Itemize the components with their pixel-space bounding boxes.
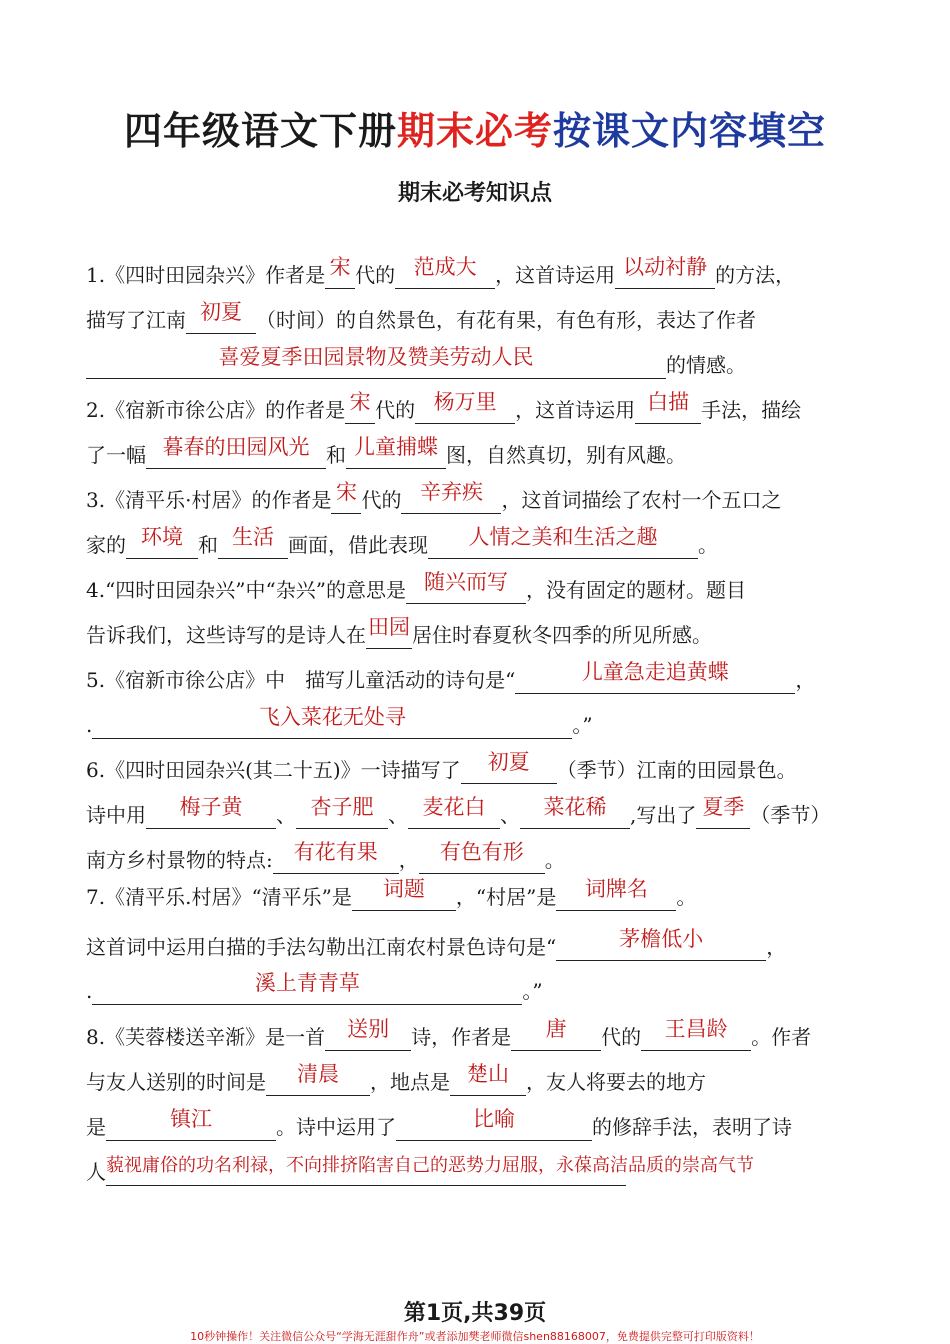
- text: 家的: [86, 533, 126, 557]
- text: 、: [500, 803, 520, 827]
- q1-line3: [86, 345, 746, 382]
- q5-line1: [86, 660, 816, 697]
- q1-line1: [86, 255, 796, 292]
- q6-line1: [86, 750, 797, 787]
- answer: 茅檐低小: [619, 927, 704, 951]
- q8-line3: [86, 1107, 792, 1144]
- text: （季节）: [750, 803, 831, 827]
- text: ,写出了: [630, 803, 697, 827]
- answer-blank: [401, 480, 501, 514]
- text: 图，自然真切，别有风趣。: [446, 443, 686, 467]
- text: 3.《清平乐·村居》的作者是: [86, 488, 332, 512]
- answer-blank: [450, 1062, 526, 1096]
- text: ，没有固定的题材。题目: [525, 578, 746, 602]
- answer-blank: [461, 750, 557, 784]
- answer: 送别: [347, 1017, 390, 1041]
- title-part3: 按课文内容填空: [553, 109, 827, 153]
- answer-blank: [511, 1017, 601, 1051]
- text: 告诉我们，这些诗写的是诗人在: [86, 623, 366, 647]
- text: 代的: [361, 488, 402, 512]
- answer: 生活: [232, 525, 274, 549]
- answer: 菜花稀: [543, 795, 607, 819]
- text: ，这首词描绘了农村一个五口之: [501, 488, 782, 512]
- answer-blank: [218, 525, 288, 559]
- text: 的情感。: [666, 353, 746, 377]
- answer-blank: [331, 480, 361, 514]
- answer: 初夏: [200, 300, 242, 324]
- text: 描写了江南: [86, 308, 186, 332]
- answer: 有色有形: [439, 840, 524, 864]
- q4-line1: [86, 570, 746, 607]
- text: ，: [398, 848, 419, 872]
- q3-line2: [86, 525, 718, 562]
- answer-blank: [146, 795, 276, 829]
- answer-blank: [266, 1062, 370, 1096]
- answer: 有花有果: [293, 840, 378, 864]
- answer: 初夏: [487, 750, 530, 774]
- text: ，: [795, 668, 816, 692]
- answer: 飞入菜花无处寻: [258, 705, 406, 729]
- text: 。: [676, 885, 697, 909]
- answer: 暮春的田园风光: [162, 435, 310, 459]
- text: ，“村居”是: [455, 885, 557, 909]
- text: 画面，借此表现: [288, 533, 428, 557]
- q6-line2: [86, 795, 831, 832]
- promo-note: 10秒钟操作！关注微信公众号“学海无涯甜作舟”或者添加樊老师微信shen88168007，免费提供完整可打印版资料！: [190, 1330, 760, 1343]
- answer: 喜爱夏季田园景物及赞美劳动人民: [218, 345, 534, 369]
- text: 5.《宿新市徐公店》中 描写儿童活动的诗句是“: [86, 668, 516, 692]
- text: 2.《宿新市徐公店》的作者是: [86, 398, 346, 422]
- answer-blank: [395, 255, 495, 289]
- text: 南方乡村景物的特点:: [86, 848, 273, 872]
- q7-line1: [86, 877, 697, 914]
- answer-blank: [641, 1017, 751, 1051]
- answer-blank: [126, 525, 198, 559]
- text: 的修辞手法，表明了诗: [592, 1115, 792, 1139]
- q3-line1: [86, 480, 782, 517]
- answer-blank: [92, 705, 572, 739]
- answer: 王昌龄: [664, 1017, 728, 1041]
- answer-blank: [325, 1017, 411, 1051]
- q8-line2: [86, 1062, 706, 1099]
- text: 。”: [572, 713, 593, 737]
- q2-line2: [86, 435, 686, 472]
- answer-blank: [419, 840, 545, 874]
- answer: 辛弃疾: [419, 480, 483, 504]
- q5-line2: [86, 705, 593, 742]
- text: .: [86, 713, 93, 737]
- answer-blank: [556, 877, 676, 911]
- text: 和: [326, 443, 346, 467]
- text: 。”: [522, 979, 543, 1003]
- answer-blank: [106, 1107, 276, 1141]
- text: 这首词中运用白描的手法勾勒出江南农村景色诗句是“: [86, 935, 557, 959]
- answer: 词牌名: [584, 877, 648, 901]
- answer: 词题: [382, 877, 425, 901]
- text: 。: [698, 533, 718, 557]
- answer-blank: [408, 795, 500, 829]
- answer: 田园: [368, 615, 410, 639]
- answer: 梅子黄: [179, 795, 243, 819]
- text: （季节）江南的田园景色。: [556, 758, 797, 782]
- text: 7.《清平乐.村居》“清平乐”是: [86, 885, 352, 909]
- text: 诗中用: [86, 803, 146, 827]
- answer-blank: [635, 390, 701, 424]
- answer: 宋: [349, 390, 371, 414]
- answer-blank: [325, 255, 355, 289]
- answer-blank: [428, 525, 698, 559]
- q6-line3: [86, 840, 565, 877]
- text: 是: [86, 1115, 106, 1139]
- answer: 白描: [647, 390, 690, 414]
- text: 居住时春夏秋冬四季的所见所感。: [412, 623, 712, 647]
- answer-blank: [366, 615, 412, 649]
- text: 。: [544, 848, 565, 872]
- answer-blank: [296, 795, 388, 829]
- text: 诗，作者是: [411, 1025, 512, 1049]
- text: 代的: [355, 263, 396, 287]
- text: 6.《四时田园杂兴(其二十五)》一诗描写了: [86, 758, 461, 782]
- q7-line3: [86, 971, 543, 1008]
- answer: 儿童捕蝶: [354, 435, 438, 459]
- answer: 随兴而写: [423, 570, 508, 594]
- answer-blank: [186, 300, 256, 334]
- page-number: 第1页,共39页: [403, 1301, 547, 1326]
- answer: 杨万里: [433, 390, 497, 414]
- text: 1.《四时田园杂兴》作者是: [86, 263, 326, 287]
- answer: 麦花白: [422, 795, 486, 819]
- answer: 比喻: [473, 1107, 515, 1131]
- text: 。诗中运用了: [276, 1115, 396, 1139]
- q4-line2: [86, 615, 712, 652]
- answer: 宋: [335, 480, 357, 504]
- answer-blank: [345, 390, 375, 424]
- answer-blank: [696, 795, 750, 829]
- text: ，这首诗运用: [495, 263, 616, 287]
- answer-blank: [406, 570, 526, 604]
- answer-blank: [415, 390, 515, 424]
- answer-blank: [146, 435, 326, 469]
- answer-blank: [520, 795, 630, 829]
- answer-blank: [515, 660, 795, 694]
- answer-blank: [106, 1155, 754, 1186]
- q8-line4: [86, 1155, 754, 1189]
- answer-blank: [352, 877, 456, 911]
- text: 、: [276, 803, 296, 827]
- answer-blank: [92, 971, 522, 1005]
- q1-line2: [86, 300, 756, 337]
- answer: 唐: [545, 1017, 567, 1041]
- answer: 藐视庸俗的功名利禄，不向排挤陷害自己的恶势力屈服，永葆高洁品质的崇高气节: [106, 1155, 754, 1176]
- text: 与友人送别的时间是: [86, 1070, 266, 1094]
- answer-blank: [396, 1107, 592, 1141]
- text: 人: [86, 1160, 106, 1184]
- text: 、: [388, 803, 408, 827]
- answer: 环境: [141, 525, 183, 549]
- text: 4.“四时田园杂兴”中“杂兴”的意思是: [86, 578, 406, 602]
- text: ，这首诗运用: [515, 398, 636, 422]
- text: （时间）的自然景色，有花有果，有色有形，表达了作者: [256, 308, 756, 332]
- answer: 杏子肥: [310, 795, 374, 819]
- text: 。作者: [751, 1025, 812, 1049]
- text: 了一幅: [86, 443, 146, 467]
- answer: 人情之美和生活之趣: [468, 525, 658, 549]
- text: ，地点是: [370, 1070, 450, 1094]
- answer-blank: [556, 927, 766, 961]
- answer: 以动衬静: [623, 255, 708, 279]
- answer: 儿童急走追黄蝶: [581, 660, 729, 684]
- answer: 溪上青青草: [254, 971, 360, 995]
- page-title: [0, 100, 950, 155]
- answer: 楚山: [467, 1062, 509, 1086]
- text: 手法，描绘: [701, 398, 802, 422]
- q2-line1: [86, 390, 802, 427]
- answer: 镇江: [170, 1107, 212, 1131]
- title-part1: 四年级语文下册: [123, 109, 397, 153]
- answer-blank: [273, 840, 399, 874]
- text: 代的: [375, 398, 416, 422]
- text: 代的: [601, 1025, 642, 1049]
- text: 8.《芙蓉楼送辛渐》是一首: [86, 1025, 326, 1049]
- text: ，: [766, 935, 787, 959]
- text: .: [86, 979, 93, 1003]
- subtitle: 期末必考知识点: [397, 181, 552, 206]
- answer-blank: [615, 255, 715, 289]
- text: 和: [198, 533, 218, 557]
- title-highlight: 期末必考: [396, 109, 553, 153]
- answer: 范成大: [413, 255, 477, 279]
- answer: 宋: [329, 255, 351, 279]
- q8-line1: [86, 1017, 812, 1054]
- text: ，友人将要去的地方: [526, 1070, 706, 1094]
- q7-line2: [86, 927, 787, 964]
- answer-blank: [86, 345, 666, 379]
- answer: 清晨: [297, 1062, 339, 1086]
- answer-blank: [346, 435, 446, 469]
- text: 的方法，: [715, 263, 796, 287]
- answer: 夏季: [702, 795, 745, 819]
